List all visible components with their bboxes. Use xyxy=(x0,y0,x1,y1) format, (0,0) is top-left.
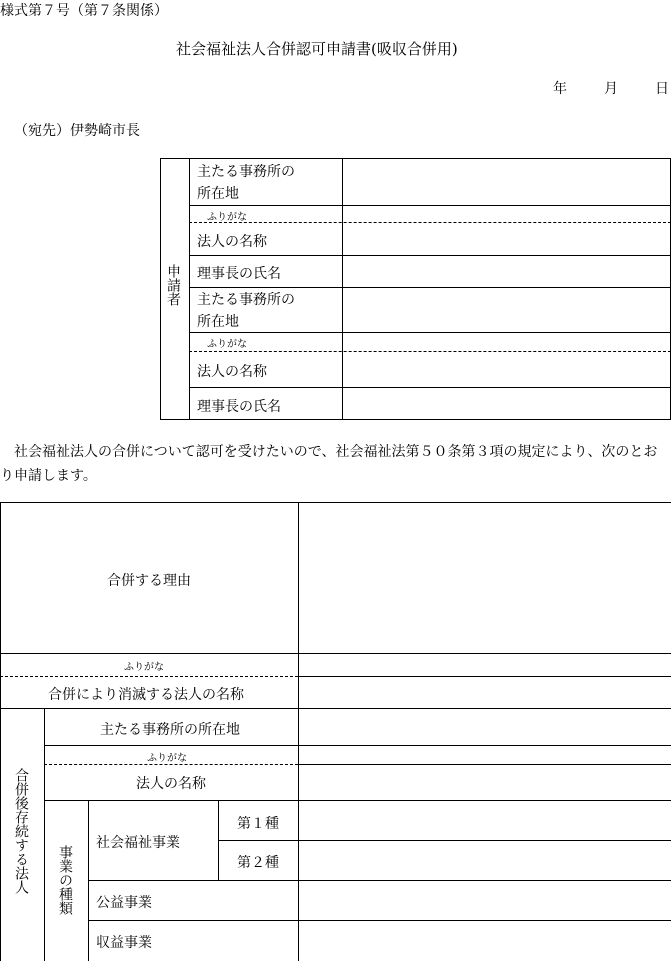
office-address-label-2: 所在地 xyxy=(197,186,239,202)
office-address-label-5: 主たる事務所の所在地 xyxy=(100,722,240,738)
merger-reason-label: 合併する理由 xyxy=(107,573,191,589)
type1-label: 第１種 xyxy=(237,816,279,832)
public-interest-business-label: 公益事業 xyxy=(96,895,152,911)
application-statement xyxy=(0,440,660,488)
furigana-label-3: ふりがな xyxy=(124,662,164,673)
corporation-name-label-2: 法人の名称 xyxy=(197,364,267,380)
profit-business-label: 収益事業 xyxy=(96,935,152,951)
corporation-name-label: 法人の名称 xyxy=(197,234,267,250)
date-month: 月 xyxy=(604,81,618,97)
page-title: 社会福祉法人合併認可申請書(吸収合併用) xyxy=(176,40,458,58)
date-year: 年 xyxy=(553,81,567,97)
dissolved-corporation-name-label: 合併により消滅する法人の名称 xyxy=(48,687,244,703)
business-types-label: 事業の種類 xyxy=(57,845,73,915)
social-welfare-business-label: 社会福祉事業 xyxy=(96,835,180,851)
office-address-label-4: 所在地 xyxy=(197,314,239,330)
type2-label: 第２種 xyxy=(237,855,279,871)
furigana-label-4: ふりがな xyxy=(147,753,187,764)
furigana-label-2: ふりがな xyxy=(207,339,247,350)
office-address-label-3: 主たる事務所の xyxy=(197,292,295,308)
addressee: （宛先）伊勢崎市長 xyxy=(14,123,140,139)
statement-text: 社会福祉法人の合併について認可を受けたいので、社会福祉法第５０条第３項の規定により、次のとおり申請します。 xyxy=(0,444,658,484)
applicant-label: 申請者 xyxy=(165,264,181,306)
chairman-name-label: 理事長の氏名 xyxy=(197,266,281,282)
form-number: 様式第７号（第７条関係） xyxy=(0,3,168,19)
corporation-name-label-3: 法人の名称 xyxy=(136,776,206,792)
chairman-name-label-2: 理事長の氏名 xyxy=(197,399,281,415)
office-address-label-1: 主たる事務所の xyxy=(197,164,295,180)
furigana-label: ふりがな xyxy=(207,212,247,223)
surviving-corporation-label: 合併後存続する法人 xyxy=(13,768,29,894)
date-day: 日 xyxy=(655,81,669,97)
